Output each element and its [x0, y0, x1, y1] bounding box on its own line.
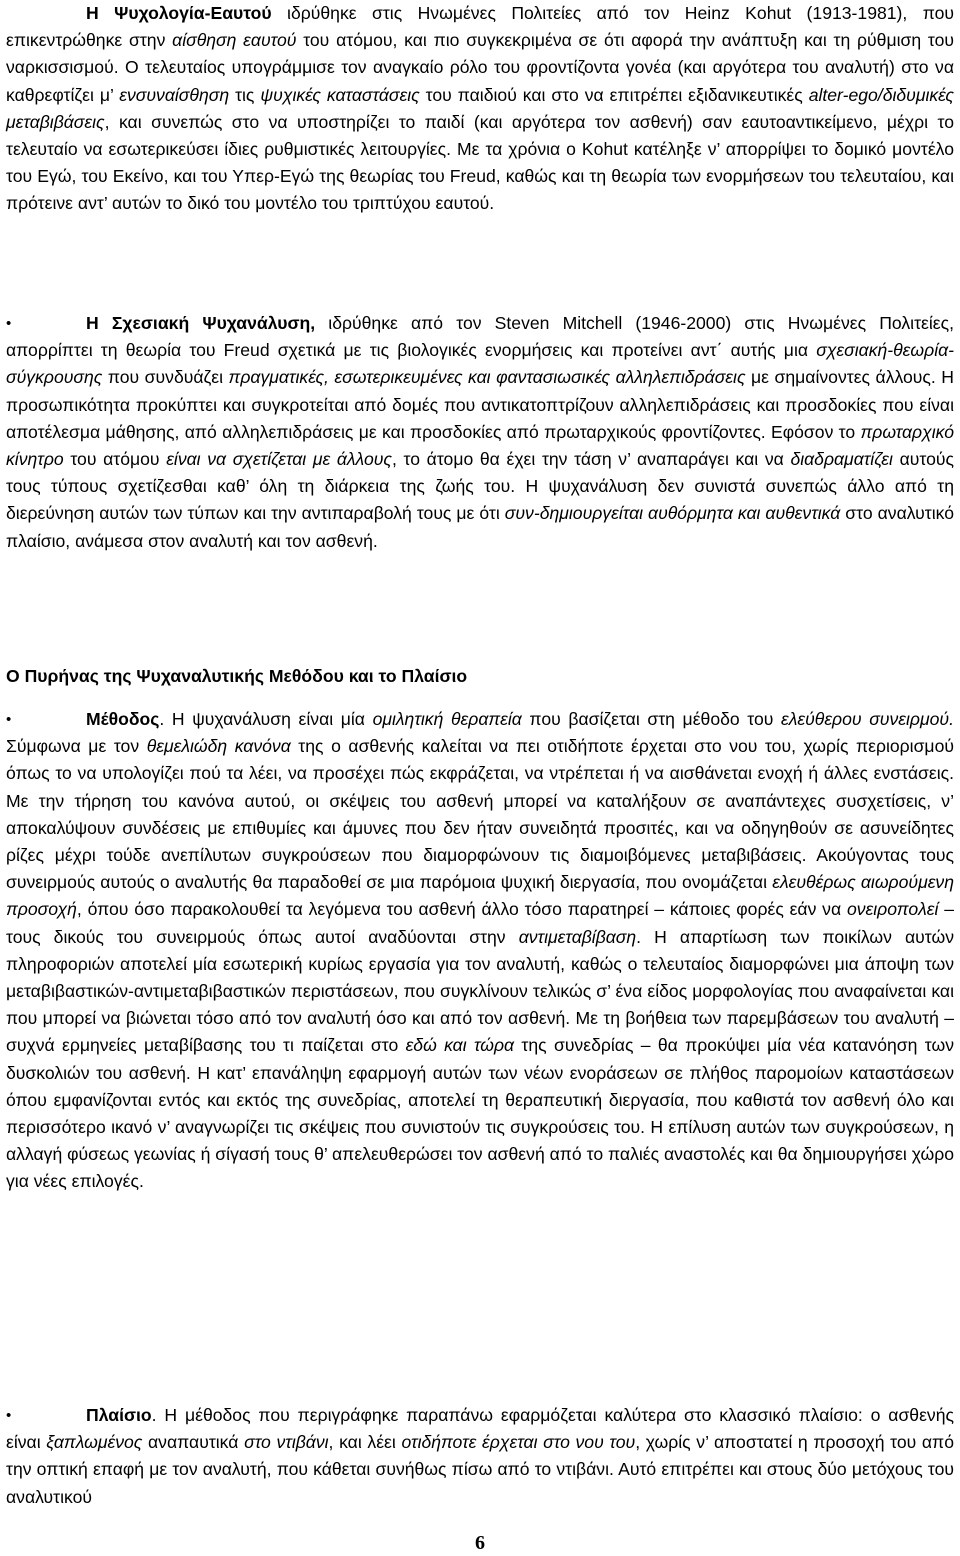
text-run: με σημαίνοντες άλλους. Η προσωπικότητα προκύπτει και συγκροτείται από δομές που αντικατοπτρίζουν αλληλεπιδράσεις και προσδοκίες που είναι αποτέλεσμα μάθησης, από αλληλεπιδράσεις με και προσδοκίες από πρωταρχικούς φροντίζοντες. Εφόσον το [6, 367, 954, 442]
text-run: – τους δικούς του συνειρμούς όπως αυτοί αναδύονται στην [6, 899, 954, 947]
section-heading: Ο Πυρήνας της Ψυχαναλυτικής Μεθόδου και το Πλαίσιο [6, 666, 468, 686]
text-run: που συνδυάζει [102, 367, 229, 388]
italic-run: ομιλητική θεραπεία [372, 709, 522, 729]
text-run: ιδρύθηκε από τον Steven Mitchell (1946-2000) στις Ηνωμένες Πολιτείες, απορρίπτει τη θεωρία του Freud σχετικά με τις βιολογικές ενορμήσεις και προτείνει αντ΄ αυτής μια [6, 313, 954, 361]
italic-run: ονειροπολεί [846, 899, 939, 920]
italic-run: σχεσιακή-θεωρία-σύγκρουσης [6, 340, 954, 388]
italic-run: ελευθέρως αιωρούμενη προσοχή [6, 872, 955, 920]
text-run: , το άτομο θα έχει την τάση ν’ αναπαράγει και να [392, 449, 791, 470]
term-relational-psychoanalysis: Η Σχεσιακή Ψυχανάλυση, [86, 313, 316, 333]
text-run: του παιδιού και στο να επιτρέπει εξιδανικευτικές [419, 84, 809, 105]
text-run: αυτούς τους τύπους σχετίζεσθαι καθ’ όλη τη διάρκεια της ζωής του. Η ψυχανάλυση δεν συνιστά συνεπώς άλλο από τη διερεύνηση αυτών των τύπων και την αντιπαραβολή τους με ότι [6, 449, 954, 524]
italic-run: διαδραματίζει [790, 449, 893, 470]
italic-run: ξαπλωμένος [46, 1432, 143, 1453]
italic-run: αίσθηση εαυτού [172, 30, 297, 51]
paragraph-relational-psychoanalysis [6, 310, 954, 555]
italic-run: εδώ και τώρα [405, 1035, 515, 1056]
text-run: του ατόμου [63, 449, 167, 470]
italic-run: οτιδήποτε έρχεται στο νου του [401, 1432, 636, 1453]
text-run: της ο ασθενής καλείται να πει οτιδήποτε έρχεται στο νου του, χωρίς περιορισμού όπως το να υπολογίζει πού τα λέει, να προσέχει πώς εκφράζεται, να ντρέπεται ή να αισθάνεται ενοχή ή άλλες ενστάσεις. Με την τήρηση του κανόνα αυτού, οι σκέψεις του ασθενή μπορεί να καταλήξουν σε αναπάντεχες συσχετίσεις, ν’ αποκαλύψουν συνδέσεις με επιθυμίες και άμυνες που δεν ήταν συνειδητά προσιτές, και να οδηγηθούν σε ασυνείδητες ρίζες μέχρι τούδε ανεπίλυτων συγκρούσεων που διαμορφώνουν τις διαμοιβόμενες μεταβιβάσεις. Ακούγοντας τους συνειρμούς αυτούς ο αναλυτής θα παραδοθεί σε μια παρόμοια ψυχική διεργασία, που ονομάζεται [6, 736, 954, 893]
text-run: , όπου όσο παρακολουθεί τα λεγόμενα του ασθενή άλλο τόσο παρατηρεί – κάποιες φορές εάν να [76, 899, 847, 920]
text-run: που βασίζεται στη μέθοδο του [521, 709, 781, 729]
text-run: , και λέει [328, 1432, 402, 1453]
italic-run: πρωταρχικό κίνητρο [6, 421, 954, 470]
page-number: 6 [475, 1532, 485, 1554]
bullet-icon: • [6, 1407, 12, 1424]
text-run: . Η μέθοδος που περιγράφηκε παραπάνω εφαρμόζεται καλύτερα στο κλασσικό πλαίσιο: ο ασθενής είναι [6, 1405, 954, 1453]
italic-run: συν-δημιουργείται αυθόρμητα και αυθεντικά [504, 503, 841, 524]
paragraph-line [6, 3, 954, 213]
text-run: ιδρύθηκε στις Ηνωμένες Πολιτείες από τον Heinz Kohut (1913-1981), που επικεντρώθηκε στην [6, 3, 954, 51]
term-self-psychology: Η Ψυχολογία-Εαυτού [86, 3, 272, 23]
text-run: του ατόμου, και πιο συγκεκριμένα σε ότι αφορά την ανάπτυξη και τη ρύθμιση του ναρκισσισμού. Ο τελευταίος υπογράμμισε τον αναγκαίο ρόλο του φροντίζοντα γονέα (και αργότερα του αναλυτή) στο να καθρεφτίζει μ’ [6, 30, 955, 105]
paragraph-method [6, 706, 954, 1196]
italic-run: ενσυναίσθηση [119, 84, 230, 105]
italic-run: στο ντιβάνι [244, 1432, 329, 1453]
term-setting: Πλαίσιο [86, 1405, 152, 1425]
italic-run: ψυχικές καταστάσεις [260, 84, 420, 105]
bullet-icon: • [6, 315, 12, 332]
italic-run: είναι να σχετίζεται με άλλους [166, 449, 392, 470]
text-run: της συνεδρίας – θα προκύψει μία νέα κατανόηση των δυσκολιών του ασθενή. Η κατ’ επανάληψη εφαρμογή αυτών των νέων ενοράσεων σε πλήθος παρομοίων καταστάσεων όπου εμφανίζονται εντός και εκτός της συνεδρίας, αποτελεί τη θεραπευτική διεργασία, που καθιστά τον ασθενή όλο και περισσότερο ικανό ν’ αναγνωρίζει τις σκέψεις που συνιστούν τις συγκρούσεις του. Η επίλυση αυτών των συγκρούσεων, η αλλαγή φύσεως γεωνίας ή σίγασή τους θ’ απελευθερώσει τον ασθενή από το παλιές αναστολές και θα δημιουργήσει χώρο για νέες επιλογές. [6, 1035, 954, 1192]
italic-run: αντιμεταβίβαση [518, 926, 637, 947]
text-run: στο αναλυτικό πλαίσιο, ανάμεσα στον αναλυτή και τον ασθενή. [6, 503, 954, 551]
text-run: , και συνεπώς στο να υποστηρίζει το παιδί (και αργότερα τον ασθενή) σαν εαυτοαντικείμενο, μέχρι το τελευταίο να εσωτερικεύσει ίδιες ρυθμιστικές λειτουργίες. Με τα χρόνια ο Kohut κατέληξε ν’ απορρίψει το δομικό μοντέλο του Εγώ, του Εκείνο, και του Υπερ-Εγώ της θεωρίας του Freud, καθώς και τη θεωρία των ενορμήσεων του τελευταίου, και πρότεινε αντ’ αυτών το δικό του μοντέλο του τριπτύχου εαυτού. [6, 111, 954, 214]
paragraph-setting [6, 1402, 954, 1511]
paragraph-self-psychology [6, 0, 954, 218]
italic-run: ελεύθερου συνειρμού. [780, 709, 954, 729]
italic-run: θεμελιώδη κανόνα [146, 736, 291, 757]
text-run: Σύμφωνα με τον [6, 736, 147, 757]
term-method: Μέθοδος [86, 709, 160, 729]
text-run: αναπαυτικά [142, 1432, 245, 1453]
text-run: , χωρίς ν’ αποστατεί η προσοχή του από την οπτική επαφή με τον αναλυτή, που κάθεται συνήθως πίσω από το ντιβάνι. Αυτό επιτρέπει και στους δύο μετόχους του αναλυτικού [6, 1432, 954, 1507]
italic-run: πραγματικές, εσωτερικευμένες και φαντασιωσικές αλληλεπιδράσεις [228, 367, 746, 388]
text-run: τις [229, 84, 261, 105]
text-run: . Η απαρτίωση των ποικίλων αυτών πληροφοριών αποτελεί μία εσωτερική κυρίως εργασία για τον αναλυτή, καθώς ο τελευταίος διαμορφώνει μια άποψη των μεταβιβαστικών-αντιμεταβιβαστικών περιστάσεων, που συγκλίνουν τελικώς σ’ ένα είδος μορφολογίας που αναφαίνεται και που μπορεί να βιώνεται τόσο από τον αναλυτή όσο και από τον ασθενή. Με τη βοήθεια των παρεμβάσεων του αναλυτή – συχνά ερμηνείες μεταβίβασης του τι παίζεται στο [6, 926, 954, 1056]
italic-run: alter-ego/διδυμικές μεταβιβάσεις [6, 84, 954, 132]
text-run: . Η ψυχανάλυση είναι μία [159, 709, 373, 729]
bullet-icon: • [6, 711, 12, 728]
